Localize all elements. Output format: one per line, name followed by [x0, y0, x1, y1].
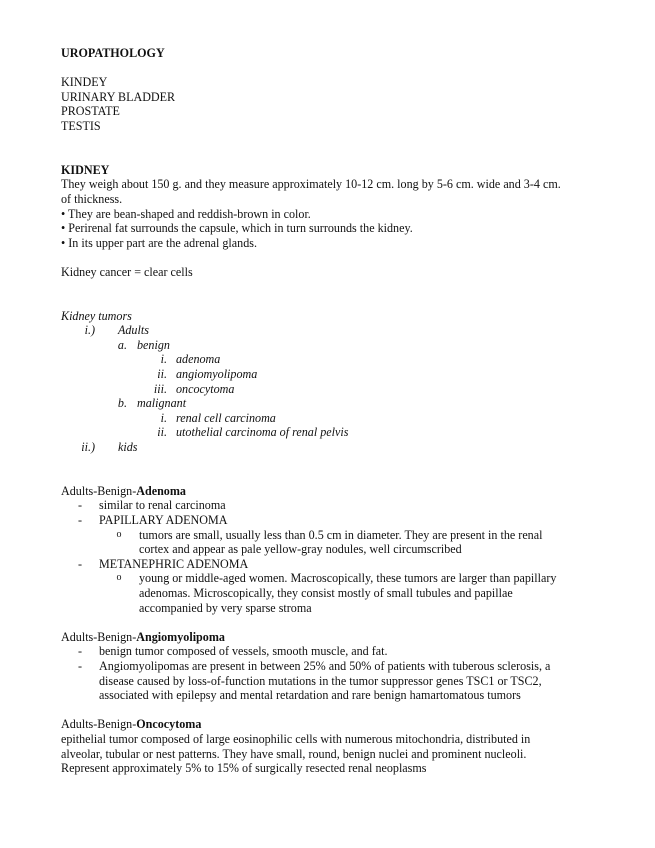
kidney-heading: KIDNEY [61, 162, 110, 177]
text-line: disease caused by loss-of-function mutations in the tumor suppressor genes TSC1 or TSC2, [99, 673, 542, 688]
list-text: METANEPHRIC ADENOMA [99, 556, 249, 571]
text-line: young or middle-aged women. Macroscopically, these tumors are larger than papillary [139, 571, 557, 586]
kidney-bullet: • They are bean-shaped and reddish-brown in color. [61, 206, 311, 221]
tumors-kids-row [61, 440, 601, 455]
spacer [61, 148, 601, 163]
list-item [61, 513, 601, 528]
list-number: ii. [157, 425, 167, 440]
spacer [61, 469, 601, 484]
heading-prefix: Adults-Benign- [61, 717, 137, 732]
kidney-cancer-note: Kidney cancer = clear cells [61, 264, 193, 279]
kidney-intro-line: They weigh about 150 g. and they measure approximately 10-12 cm. long by 5-6 cm. wide and 3-4 cm. [61, 177, 561, 192]
list-number: i. [160, 410, 167, 425]
heading-prefix: Adults-Benign- [61, 629, 137, 644]
list-text: Adults [118, 323, 149, 338]
circle-marker: o [116, 572, 122, 584]
tumors-malignant-item [61, 411, 601, 426]
list-number: ii.) [81, 440, 95, 455]
sub-list-text [139, 528, 601, 557]
kidney-intro-line: of thickness. [61, 191, 123, 206]
tumors-benign-row [61, 338, 601, 353]
list-number: i. [160, 352, 167, 367]
oncocytoma-heading [61, 717, 601, 732]
heading-name: Adenoma [136, 483, 186, 498]
sub-list-item [61, 528, 601, 557]
text-line: Angiomyolipomas are present in between 25% and 50% of patients with tuberous sclerosis, a [99, 658, 551, 673]
list-number: iii. [153, 381, 167, 396]
list-item [61, 659, 601, 703]
list-number: i.) [84, 323, 95, 338]
text-line: associated with epilepsy and mental retardation and rare benign hamartomatous tumors [99, 688, 521, 703]
spacer [61, 250, 601, 265]
list-item [61, 498, 601, 513]
list-text: adenoma [176, 352, 221, 367]
toc-item: PROSTATE [61, 104, 120, 119]
document-page [61, 46, 601, 776]
oncocytoma-body-line: epithelial tumor composed of large eosinophilic cells with numerous mitochondria, distributed in [61, 731, 531, 746]
text-line: tumors are small, usually less than 0.5 cm in diameter. They are present in the renal [139, 527, 543, 542]
tumors-benign-item [61, 352, 601, 367]
kidney-bullet: • Perirenal fat surrounds the capsule, which in turn surrounds the kidney. [61, 221, 413, 236]
list-text: malignant [137, 396, 187, 411]
table-of-contents [61, 75, 601, 133]
text-line: cortex and appear as pale yellow-gray nodules, well circumscribed [139, 542, 462, 557]
list-text: similar to renal carcinoma [99, 498, 226, 513]
oncocytoma-body-line: alveolar, tubular or nest patterns. They have small, round, benign nuclei and prominent nucleoli. [61, 746, 527, 761]
list-text: kids [118, 440, 138, 455]
text-line: accompanied by very sparse stroma [139, 600, 312, 615]
tumors-benign-item [61, 382, 601, 397]
tumors-title: Kidney tumors [61, 308, 132, 323]
sub-list-text [139, 571, 601, 615]
sub-list-item [61, 571, 601, 615]
spacer [61, 61, 601, 76]
spacer [61, 703, 601, 718]
list-text: benign [137, 337, 170, 352]
list-text: angiomyolipoma [176, 367, 258, 382]
text-line: adenomas. Microscopically, they consist mostly of small tubules and papillae [139, 585, 513, 600]
tumors-malignant-row [61, 396, 601, 411]
toc-item: KINDEY [61, 75, 108, 90]
adenoma-heading [61, 484, 601, 499]
tumors-adults-row [61, 323, 601, 338]
document-title: UROPATHOLOGY [61, 46, 165, 60]
dash-marker: - [77, 556, 83, 571]
toc-item: TESTIS [61, 118, 101, 133]
dash-marker: - [77, 498, 83, 513]
list-text: benign tumor composed of vessels, smooth muscle, and fat. [99, 644, 388, 659]
spacer [61, 615, 601, 630]
dash-marker: - [77, 644, 83, 659]
kidney-bullet: • In its upper part are the adrenal glands. [61, 235, 257, 250]
tumors-benign-item [61, 367, 601, 382]
angiomyolipoma-heading [61, 630, 601, 645]
list-number: ii. [157, 367, 167, 382]
toc-item: URINARY BLADDER [61, 89, 176, 104]
oncocytoma-body-line: Represent approximately 5% to 15% of surgically resected renal neoplasms [61, 761, 427, 776]
tumors-malignant-item [61, 425, 601, 440]
list-number: a. [117, 337, 127, 352]
list-text: PAPILLARY ADENOMA [99, 513, 228, 527]
heading-prefix: Adults-Benign- [61, 483, 137, 498]
dash-marker: - [77, 513, 83, 527]
spacer [61, 280, 601, 295]
circle-marker: o [116, 528, 122, 540]
list-number: b. [117, 396, 127, 411]
list-text: renal cell carcinoma [176, 410, 276, 425]
list-text: utothelial carcinoma of renal pelvis [176, 425, 349, 440]
heading-name: Oncocytoma [136, 717, 202, 732]
dash-marker: - [77, 658, 83, 673]
spacer [61, 455, 601, 470]
list-text [99, 659, 601, 703]
list-item [61, 557, 601, 572]
spacer [61, 294, 601, 309]
spacer [61, 134, 601, 149]
list-text: oncocytoma [176, 381, 235, 396]
list-item [61, 644, 601, 659]
heading-name: Angiomyolipoma [136, 629, 225, 644]
